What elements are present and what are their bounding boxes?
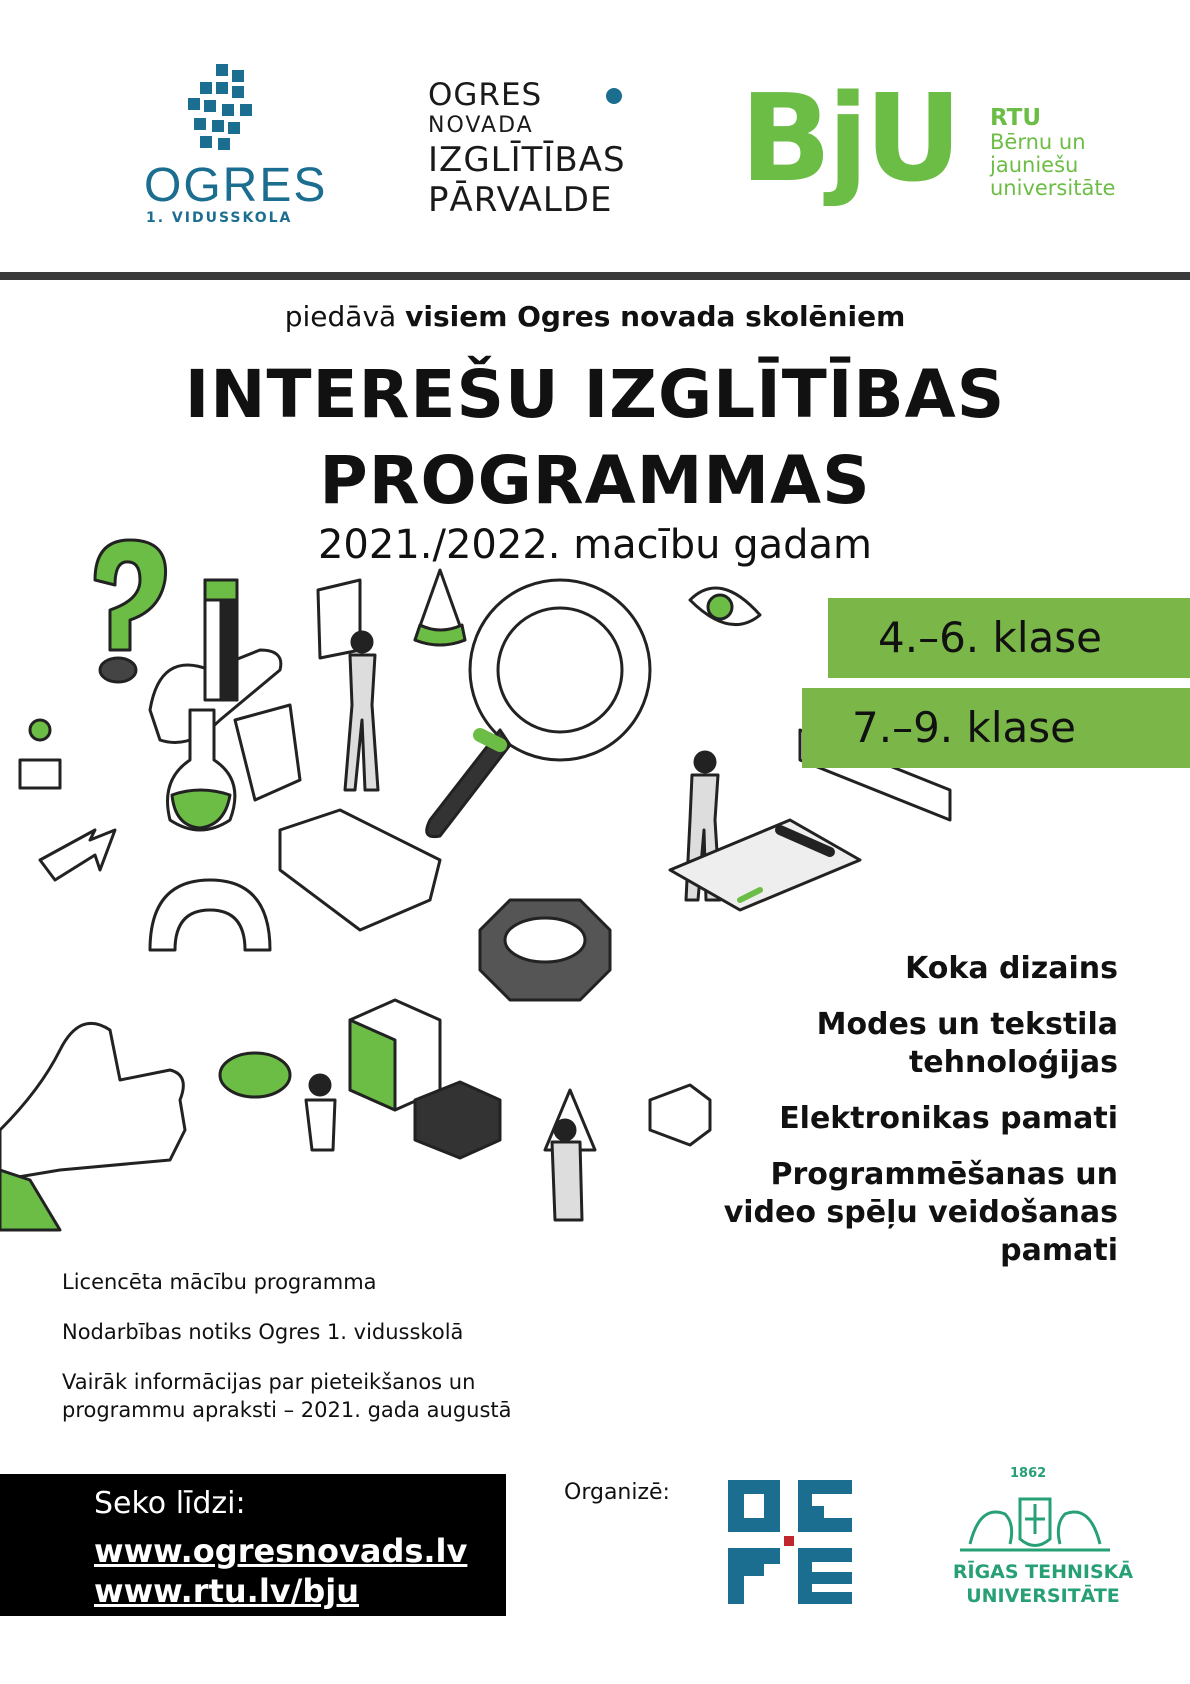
bju-line2: jauniešu: [990, 153, 1079, 178]
ogre-municipality-logo: [728, 1480, 852, 1604]
course-3-line1: Elektronikas pamati: [779, 1101, 1118, 1136]
academic-year: 2021./2022. macību gadam: [317, 522, 873, 568]
course-2-line1: Modes un tekstila: [816, 1007, 1118, 1042]
note-license: Licencēta mācību programma: [62, 1270, 377, 1294]
ogres-school-logo-text: OGRES: [144, 159, 328, 212]
info-notes: [62, 1268, 512, 1446]
rtu-name-line2: UNIVERSITĀTE: [966, 1585, 1120, 1607]
onip-line4: PĀRVALDE: [428, 180, 613, 220]
course-1-line1: Koka dizains: [905, 951, 1118, 986]
lego-brick-icon: [415, 1082, 500, 1158]
course-item: [598, 1006, 1118, 1082]
arrow-icon: [40, 830, 115, 880]
thumbs-up-icon: [0, 1023, 185, 1180]
grade-badge-4-6: 4.–6. klase: [828, 598, 1190, 678]
mouse-icon: [220, 1053, 290, 1097]
page-title: [0, 352, 1190, 524]
grade-badge-7-9: 7.–9. klase: [802, 688, 1190, 768]
rtu-name-line1: RĪGAS TEHNISKĀ: [952, 1561, 1134, 1583]
onip-dot-icon: [606, 88, 622, 104]
course-item: [598, 1100, 1118, 1138]
onip-line2: NOVADA: [428, 113, 534, 138]
intro-prefix: piedāvā: [284, 300, 406, 333]
ogres-school-logo-sub: 1. VIDUSSKOLA: [146, 210, 293, 226]
rtu-crest-icon: [960, 1484, 1110, 1556]
rtu-founded-year: 1862: [1010, 1466, 1047, 1481]
bju-logo-mark: BjU: [740, 70, 959, 209]
note-more-info: [62, 1368, 512, 1424]
note-location: Nodarbības notiks Ogres 1. vidusskolā: [62, 1320, 464, 1344]
note-more-info-line1: Vairāk informācijas par pieteikšanos un: [62, 1370, 476, 1394]
course-4-line3: pamati: [1000, 1233, 1118, 1268]
bju-line1: Bērnu un: [990, 130, 1086, 155]
ogresnovads-link[interactable]: www.ogresnovads.lv: [94, 1532, 468, 1570]
follow-label: Seko līdzi:: [94, 1486, 246, 1521]
bju-logo-text: [990, 106, 1115, 201]
intro-text: [0, 300, 1190, 333]
course-4-line1: Programmēšanas un: [770, 1157, 1118, 1192]
follow-box: [0, 1474, 506, 1616]
bju-line3: universitāte: [990, 176, 1116, 201]
rtu-bju-link[interactable]: www.rtu.lv/bju: [94, 1572, 359, 1610]
course-item: [598, 1156, 1118, 1270]
rtu-name: [928, 1560, 1158, 1608]
note-more-info-line2: programmu apraksti – 2021. gada augustā: [62, 1398, 512, 1422]
title-line1: INTEREŠU IZGLĪTĪBAS: [184, 356, 1006, 433]
course-list: [598, 950, 1118, 1288]
course-4-line2: video spēļu veidošanas: [723, 1195, 1118, 1230]
course-item: [598, 950, 1118, 988]
header-divider: [0, 272, 1190, 280]
onip-line1: OGRES: [428, 77, 543, 113]
organize-label: Organizē:: [564, 1480, 670, 1505]
course-2-line2: tehnoloģijas: [908, 1045, 1118, 1080]
question-mark-icon: [95, 540, 166, 650]
title-line2: PROGRAMMAS: [319, 442, 871, 519]
onip-line3: IZGLĪTĪBAS: [428, 140, 626, 180]
ogres-school-logo-mark: [188, 64, 268, 152]
izglitibas-parvalde-logo: [428, 77, 626, 223]
intro-bold: visiem Ogres novada skolēniem: [405, 300, 906, 333]
bju-rtu: RTU: [990, 105, 1042, 131]
gauge-icon: [150, 880, 270, 950]
